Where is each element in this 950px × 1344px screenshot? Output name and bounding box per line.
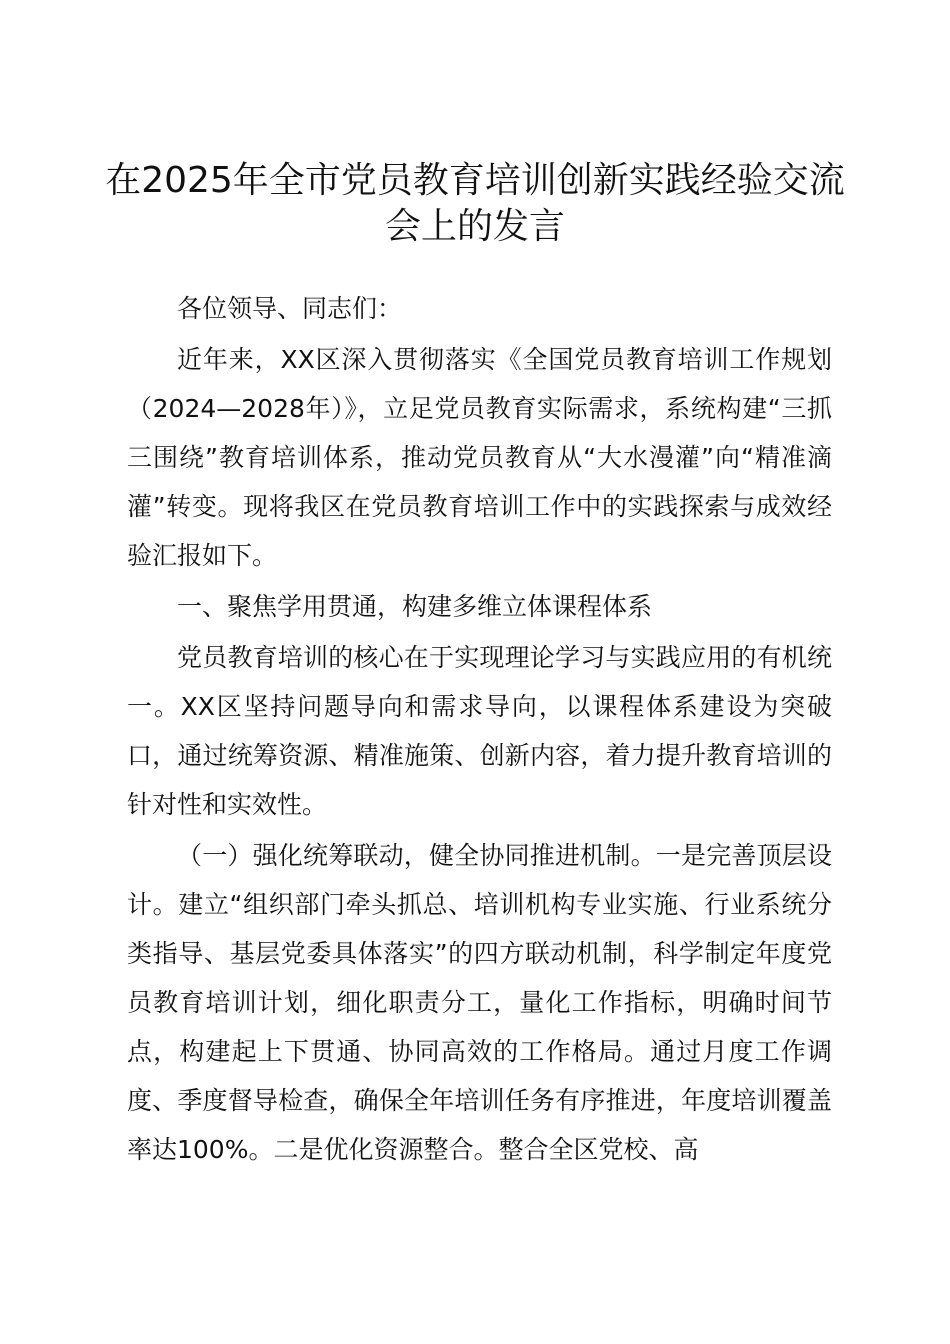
document-body — [127, 284, 832, 1174]
document-title: 在2025年全市党员教育培训创新实践经验交流会上的发言 — [105, 160, 845, 247]
salutation: 各位领导、同志们： — [177, 294, 403, 323]
paragraph-subsection-1: （一）强化统筹联动，健全协同推进机制。一是完善顶层设计。建立“组织部门牵头抓总、培训机构专业实施、行业系统分类指导、基层党委具体落实”的四方联动机制，科学制定年度党员教育培训计划，细化职责分工，量化工作指标，明确时间节点，构建起上下贯通、协同高效的工作格局。通过月度工作调度、季度督导检查，确保全年培训任务有序推进，年度培训覆盖率达100%。二是优化资源整合。整合全区党校、高 — [127, 841, 832, 1164]
section-heading-1: 一、聚焦学用贯通，构建多维立体课程体系 — [177, 592, 653, 621]
paragraph-intro: 近年来，XX区深入贯彻落实《全国党员教育培训工作规划（2024—2028年）》，立足党员教育实际需求，系统构建“三抓三围绕”教育培训体系，推动党员教育从“大水漫灌”向“精准滴灌”转变。现将我区在党员教育培训工作中的实践探索与成效经验汇报如下。 — [127, 345, 832, 570]
paragraph-section-1: 党员教育培训的核心在于实现理论学习与实践应用的有机统一。XX区坚持问题导向和需求导向，以课程体系建设为突破口，通过统筹资源、精准施策、创新内容，着力提升教育培训的针对性和实效性。 — [127, 643, 832, 819]
